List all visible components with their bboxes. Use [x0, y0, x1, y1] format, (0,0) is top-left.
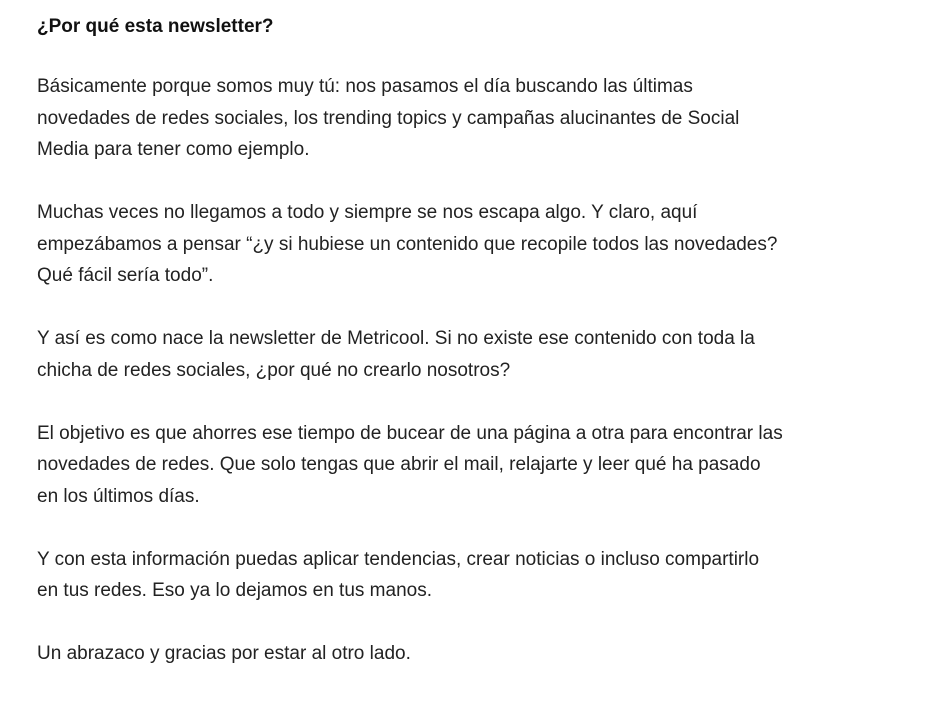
text-line: novedades de redes sociales, los trending topics y campañas alucinantes de Social — [37, 107, 740, 129]
paragraph-3 — [37, 323, 867, 386]
paragraph-2 — [37, 197, 867, 292]
text-line: novedades de redes. Que solo tengas que abrir el mail, relajarte y leer qué ha pasado — [37, 454, 761, 475]
text-line: chicha de redes sociales, ¿por qué no crearlo nosotros? — [37, 359, 511, 381]
text-line: El objetivo es que ahorres ese tiempo de bucear de una página a otra para encontrar las — [37, 422, 783, 444]
text-line: en tus redes. Eso ya lo dejamos en tus manos. — [37, 580, 432, 601]
text-line: empezábamos a pensar “¿y si hubiese un contenido que recopile todos las novedades? — [37, 233, 778, 255]
paragraph-1 — [37, 71, 867, 166]
text-line: Y así es como nace la newsletter de Metricool. Si no existe ese contenido con toda la — [37, 328, 755, 349]
section-heading: ¿Por qué esta newsletter? — [37, 16, 274, 37]
paragraph-5 — [37, 544, 867, 607]
paragraph-4 — [37, 418, 867, 513]
text-line: Un abrazaco y gracias por estar al otro lado. — [37, 643, 411, 664]
text-line: en los últimos días. — [37, 485, 200, 507]
text-line: Y con esta información puedas aplicar tendencias, crear noticias o incluso compartirlo — [37, 548, 760, 570]
newsletter-article — [37, 13, 867, 701]
paragraph-6 — [37, 638, 867, 670]
text-line: Muchas veces no llegamos a todo y siempre se nos escapa algo. Y claro, aquí — [37, 202, 698, 223]
text-line: Qué fácil sería todo”. — [37, 265, 214, 286]
text-line: Básicamente porque somos muy tú: nos pasamos el día buscando las últimas — [37, 76, 693, 97]
text-line: Media para tener como ejemplo. — [37, 139, 310, 160]
